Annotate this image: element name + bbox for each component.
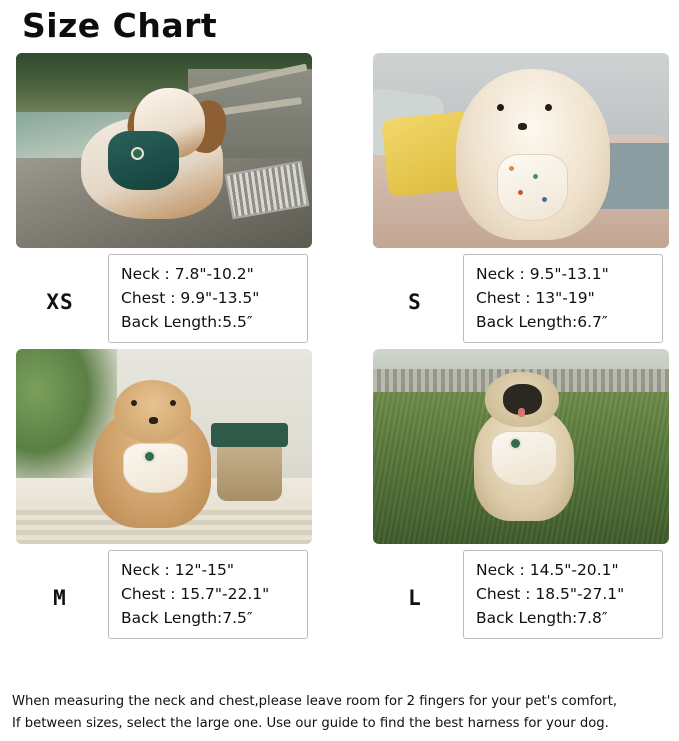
dog-nose — [518, 123, 527, 130]
dog-eye-left — [497, 104, 504, 111]
measure-box-l — [463, 550, 663, 639]
photo-xs-art — [16, 53, 312, 248]
footer-line-2: If between sizes, select the large one. Use our guide to find the best harness for your dog. — [12, 716, 609, 732]
dog-head — [114, 380, 191, 442]
size-row-xs — [12, 254, 367, 343]
neck-measure: Neck : 12"-15" — [121, 561, 235, 580]
dog-eye-right — [170, 400, 176, 406]
size-label-xs: XS — [46, 290, 74, 314]
footer-line-1: When measuring the neck and chest,please leave room for 2 fingers for your pet's comfort, — [12, 694, 618, 710]
size-grid — [12, 53, 667, 639]
size-chart-page — [0, 6, 679, 741]
back-length-measure: Back Length:6.7″ — [476, 313, 608, 332]
photo-m-art — [16, 349, 312, 544]
dog-nose — [149, 417, 158, 424]
photo-xs — [16, 53, 312, 248]
size-cell-xs — [12, 53, 367, 343]
harness-pattern-dot — [518, 190, 523, 195]
neck-measure: Neck : 7.8"-10.2" — [121, 265, 254, 283]
neck-measure: Neck : 14.5"-20.1" — [476, 561, 619, 580]
size-label-m: M — [53, 586, 67, 611]
plant-pot-rim — [211, 423, 288, 446]
chest-measure: Chest : 9.9"-13.5" — [121, 289, 260, 308]
size-row-l — [367, 550, 669, 639]
harness — [108, 131, 179, 190]
size-cell-l — [367, 349, 669, 639]
chest-measure: Chest : 18.5"-27.1" — [476, 585, 625, 604]
harness-badge-icon — [131, 147, 144, 160]
size-row-m — [12, 550, 367, 639]
page-title: Size Chart — [22, 6, 218, 45]
back-length-measure: Back Length:7.8″ — [476, 609, 608, 628]
harness-badge-icon — [509, 437, 522, 450]
harness — [123, 443, 188, 494]
harness — [497, 154, 568, 220]
harness — [491, 431, 556, 486]
size-cell-s — [367, 53, 669, 343]
back-length-measure: Back Length:5.5″ — [121, 313, 253, 332]
measure-box-xs — [108, 254, 308, 343]
size-cell-m — [12, 349, 367, 639]
measure-box-s — [463, 254, 663, 343]
photo-m — [16, 349, 312, 544]
chest-measure: Chest : 15.7"-22.1" — [121, 585, 270, 604]
dog-tongue — [518, 408, 525, 417]
footer-note — [12, 691, 667, 735]
photo-s — [373, 53, 669, 248]
photo-s-art — [373, 53, 669, 248]
chest-measure: Chest : 13"-19" — [476, 289, 595, 308]
dog-eye-right — [545, 104, 552, 111]
size-label-l: L — [408, 586, 422, 611]
back-length-measure: Back Length:7.5″ — [121, 609, 253, 628]
harness-pattern-dot — [533, 174, 538, 179]
neck-measure: Neck : 9.5"-13.1" — [476, 265, 609, 283]
measure-box-m — [108, 550, 308, 639]
size-row-s — [367, 254, 669, 343]
photo-l — [373, 349, 669, 544]
size-label-s: S — [408, 290, 422, 314]
photo-l-art — [373, 349, 669, 544]
